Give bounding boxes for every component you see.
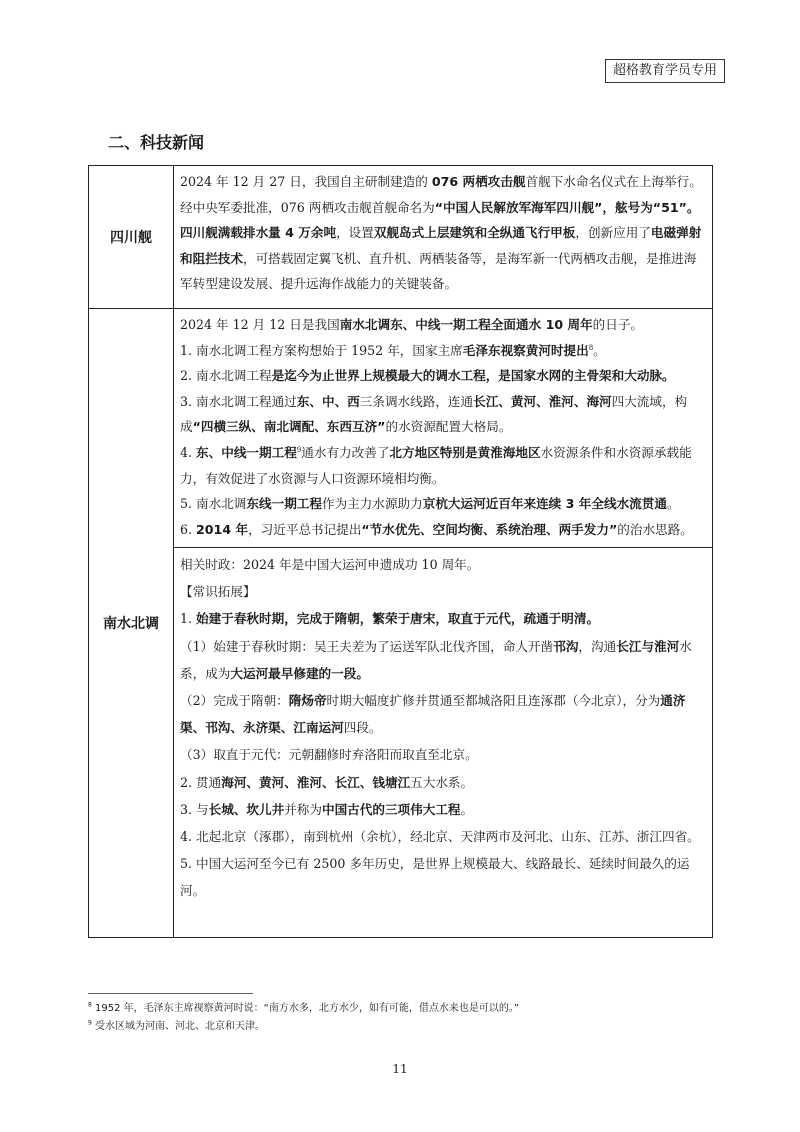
table-row [89,548,713,938]
paragraph: 2. 南水北调工程是迄今为止世界上规模最大的调水工程，是国家水网的主骨架和大动脉。 [180,368,675,384]
page-number: 11 [392,1062,408,1076]
paragraph: （3）取直于元代：元朝翻修时弃洛阳而取直至北京。 [180,747,478,763]
paragraph: 2. 贯通海河、黄河、淮河、长江、钱塘江五大水系。 [180,774,474,790]
paragraph: 【常识拓展】 [180,584,256,600]
paragraph: 相关时政：2024 年是中国大运河申遗成功 10 周年。 [180,557,480,572]
footnote-9: $^9$ 受水区域为河南、河北、北京和天津。 [88,1019,266,1032]
footnote-ref: 8 [588,343,594,352]
news-table [88,165,713,938]
table-row [89,309,713,548]
paragraph: 3. 与长城、坎儿井并称为中国古代的三项伟大工程。 [180,801,474,817]
paragraph: （1）始建于春秋时期：吴王夫差为了运送军队北伐齐国，命人开凿邗沟，沟通长江与淮河水系，成为大运河最早修建的一段。 [180,638,692,681]
footnote-divider [88,993,253,994]
row-content-sichuan [174,166,713,309]
row-content-grand-canal [174,548,713,938]
row-label-sichuan: 四川舰 [89,166,174,309]
paragraph: 1. 始建于春秋时期，完成于隋朝，繁荣于唐宋，取直于元代，疏通于明清。 [180,611,600,627]
section-title: 二、科技新闻 [108,133,205,152]
footnote-ref: 9 [296,445,302,454]
paragraph: 5. 中国大运河至今已有 2500 多年历史，是世界上规模最大、线路最长、延续时间最久的运河。 [180,856,690,899]
row-content-nanshuibeidiao [174,309,713,548]
paragraph: 1. 南水北调工程方案构想始于 1952 年，国家主席毛泽东视察黄河时提出$^8$。 [180,342,606,358]
paragraph: 4. 北起北京（涿郡），南到杭州（余杭），经北京、天津两市及河北、山东、江苏、浙江四省。 [180,829,700,845]
paragraph: 5. 南水北调东线一期工程作为主力水源助力京杭大运河近百年来连续 3 年全线水流贯通。 [180,496,680,512]
watermark-stamp: 超格教育学员专用 [605,59,725,83]
paragraph: 2024 年 12 月 12 日是我国南水北调东、中线一期工程全面通水 10 周年的日子。 [180,317,644,332]
paragraph: 2024 年 12 月 27 日，我国自主研制建造的 076 两栖攻击舰首舰下水命名仪式在上海举行。经中央军委批准，076 两栖攻击舰首舰命名为“中国人民解放军海军四川舰”，舷号为“51”。四川舰满载排水量 4 万余吨，设置双舰岛式上层建筑和全纵通飞行甲板，创新应用了电磁弹射和阻拦技术，可搭载固定翼飞机、直升机、两栖装备等，是海军新一代两栖攻击舰，是推进海军转型建设发展、提升远海作战能力的关键装备。 [180,174,702,292]
paragraph: （2）完成于隋朝：隋炀帝时期大幅度扩修并贯通至都城洛阳且连涿郡（今北京），分为通济渠、邗沟、永济渠、江南运河四段。 [180,693,686,736]
paragraph: 4. 东、中线一期工程$^9$通水有力改善了北方地区特别是黄淮海地区水资源条件和水资源承载能力，有效促进了水资源与人口资源环境相均衡。 [180,444,692,486]
paragraph: 6. 2014 年，习近平总书记提出“节水优先、空间均衡、系统治理、两手发力”的治水思路。 [180,521,693,537]
row-label-nanshuibeidiao: 南水北调 [89,309,174,938]
footnote-8: $^8$ 1952 年，毛泽东主席视察黄河时说：“南方水多，北方水少，如有可能，借点水来也是可以的。” [88,1001,520,1014]
table-row [89,166,713,309]
paragraph: 3. 南水北调工程通过东、中、西三条调水线路，连通长江、黄河、淮河、海河四大流域，构成“四横三纵、南北调配、东西互济”的水资源配置大格局。 [180,393,688,435]
